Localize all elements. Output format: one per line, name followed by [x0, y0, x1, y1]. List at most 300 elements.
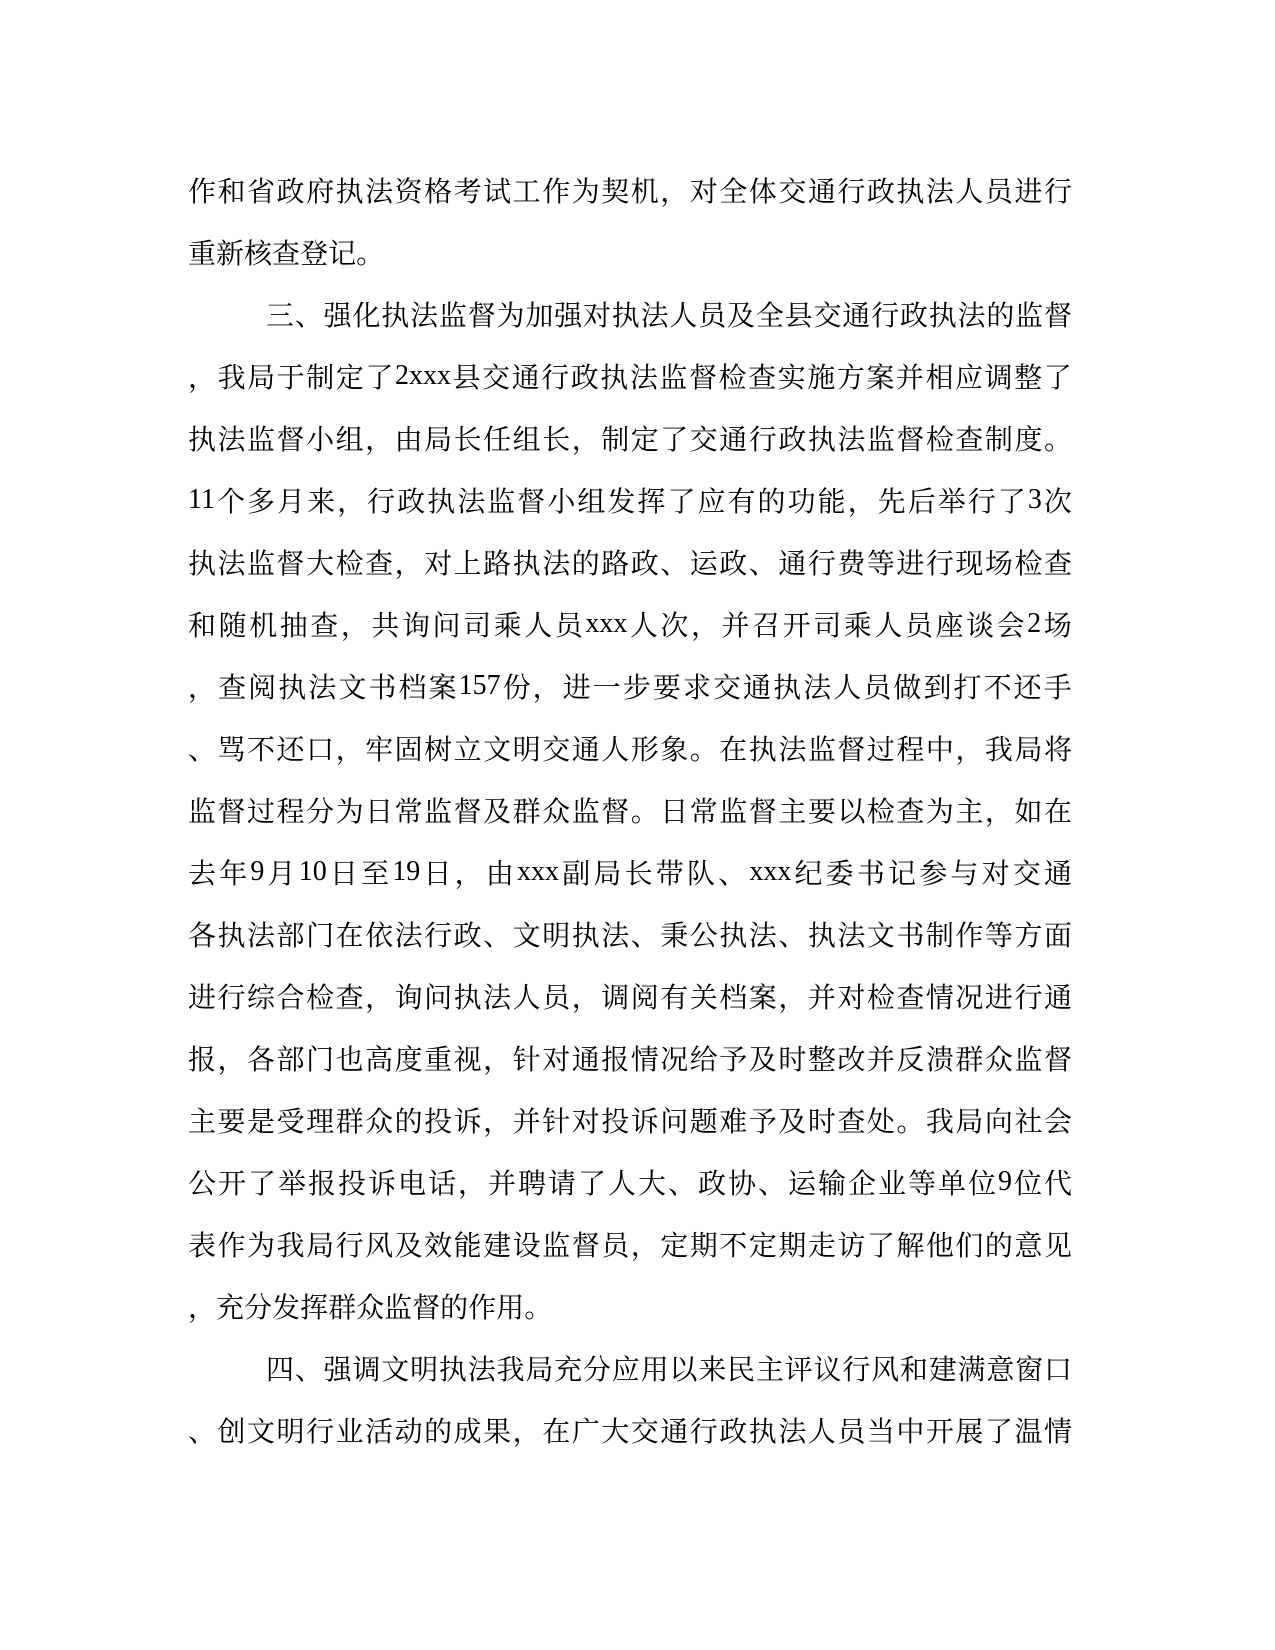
text-token: 查 — [748, 363, 777, 394]
text-token: ， — [188, 363, 217, 394]
text-token: 案 — [866, 363, 895, 394]
text-token: 检 — [866, 983, 895, 1014]
text-token: 法 — [410, 301, 439, 332]
text-token: 访 — [837, 1231, 866, 1262]
text-token: ， — [690, 611, 719, 642]
text-token: 等 — [866, 549, 895, 580]
text-token: 次 — [1043, 487, 1072, 518]
text-token: ， — [340, 611, 369, 642]
text-token: 情 — [925, 983, 954, 1014]
text-token: 为 — [496, 301, 525, 332]
text-token: 求 — [682, 673, 711, 704]
text-token: 监 — [438, 301, 467, 332]
text-token: ， — [365, 983, 394, 1014]
text-token: 副 — [562, 859, 591, 890]
text-token: 机 — [249, 611, 278, 642]
text-token: 报 — [308, 1169, 337, 1200]
text-token: 监 — [424, 797, 453, 828]
text-token: 挥 — [300, 1293, 329, 1324]
text-token: 局 — [247, 363, 276, 394]
text-token: 乘 — [843, 611, 872, 642]
text-token: 由 — [485, 859, 514, 890]
text-token: 现 — [955, 549, 984, 580]
text-token: 和 — [217, 177, 246, 208]
text-token: 进 — [896, 549, 925, 580]
text-token: 及 — [748, 1045, 777, 1076]
text-token: 予 — [748, 1107, 777, 1138]
text-token: 方 — [1014, 921, 1043, 952]
text-token: 大 — [306, 549, 335, 580]
text-token: 、 — [188, 1417, 217, 1448]
text-token: 乘 — [493, 611, 522, 642]
text-token: 对 — [424, 549, 453, 580]
text-token: ， — [458, 1169, 487, 1200]
text-token: 。 — [356, 239, 385, 270]
text-token: 设 — [512, 1231, 541, 1262]
text-token: 查 — [335, 983, 364, 1014]
text-token: 法 — [217, 425, 246, 456]
text-token: 走 — [807, 1231, 836, 1262]
text-token: 时 — [807, 1107, 836, 1138]
text-token: 局 — [424, 425, 453, 456]
text-token: 与 — [950, 859, 979, 890]
text-token: 员 — [984, 177, 1013, 208]
text-token: ， — [984, 797, 1013, 828]
text-token: 针 — [542, 1107, 571, 1138]
text-token: 固 — [394, 735, 423, 766]
text-token: 请 — [548, 1169, 577, 1200]
text-token: 9 — [998, 1166, 1012, 1197]
text-token: 监 — [807, 735, 836, 766]
text-token: 问 — [424, 983, 453, 1014]
text-token: 及 — [394, 1231, 423, 1262]
text-token: 格 — [424, 177, 453, 208]
text-token: 诉 — [368, 1169, 397, 1200]
text-token: 以 — [669, 1355, 698, 1386]
text-token: 省 — [247, 177, 276, 208]
text-token: 人 — [807, 1417, 836, 1448]
text-token: 进 — [984, 983, 1013, 1014]
text-token: 分 — [306, 797, 335, 828]
text-token: 诉 — [630, 1107, 659, 1138]
text-line — [188, 1027, 1072, 1089]
text-token: 员 — [554, 611, 583, 642]
text-token: 共 — [371, 611, 400, 642]
text-token: 监 — [659, 363, 688, 394]
text-token: 象 — [660, 735, 689, 766]
text-token: 长 — [624, 859, 653, 890]
text-token: xxx — [749, 856, 792, 887]
text-line — [188, 593, 1072, 655]
text-token: 县 — [452, 363, 481, 394]
text-token: 制 — [984, 425, 1013, 456]
text-token: 题 — [689, 1107, 718, 1138]
text-token: 投 — [338, 1169, 367, 1200]
text-token: 风 — [365, 1231, 394, 1262]
text-token: 秉 — [660, 921, 689, 952]
text-token: 度 — [394, 1045, 423, 1076]
text-token: 处 — [866, 1107, 895, 1138]
text-token: 会 — [1043, 1107, 1072, 1138]
text-token: 来 — [307, 487, 336, 518]
text-token: 通 — [807, 177, 836, 208]
text-token: 大 — [601, 1417, 630, 1448]
text-token: 、 — [718, 859, 747, 890]
text-token: 督 — [601, 797, 630, 828]
text-token: 。 — [630, 797, 659, 828]
text-token: 考 — [453, 177, 482, 208]
text-token: 日 — [329, 859, 358, 890]
text-token: ， — [955, 735, 984, 766]
text-token: 行 — [925, 549, 954, 580]
text-token: 高 — [365, 1045, 394, 1076]
text-token: 单 — [938, 1169, 967, 1200]
text-token: 由 — [394, 425, 423, 456]
text-token: 督 — [517, 487, 546, 518]
text-token: 督 — [467, 301, 496, 332]
text-token: 行 — [748, 425, 777, 456]
text-line — [188, 841, 1072, 903]
text-token: 通 — [571, 1045, 600, 1076]
text-token: xxx — [517, 856, 560, 887]
text-token: 政 — [698, 1169, 727, 1200]
text-token: 执 — [278, 673, 307, 704]
text-token: 诉 — [453, 1107, 482, 1138]
text-token: 人 — [833, 673, 862, 704]
text-token: 及 — [778, 1107, 807, 1138]
text-token: 路 — [601, 549, 630, 580]
text-token: 还 — [1013, 673, 1042, 704]
text-token: 文 — [381, 1355, 410, 1386]
text-token: 对 — [689, 177, 718, 208]
text-token: 通 — [842, 301, 871, 332]
text-token: 新 — [216, 239, 245, 270]
text-token: 法 — [778, 1417, 807, 1448]
text-token: 形 — [630, 735, 659, 766]
text-token: 对 — [542, 1045, 571, 1076]
text-token: 的 — [571, 549, 600, 580]
text-token: 开 — [782, 611, 811, 642]
text-token: 带 — [655, 859, 684, 890]
text-token: 于 — [276, 363, 305, 394]
text-token: 县 — [784, 301, 813, 332]
text-token: 公 — [188, 1169, 217, 1200]
text-token: 执 — [748, 735, 777, 766]
text-token: 是 — [247, 1107, 276, 1138]
text-token: 召 — [752, 611, 781, 642]
text-token: 视 — [453, 1045, 482, 1076]
text-token: 果 — [483, 1417, 512, 1448]
text-token: 执 — [512, 549, 541, 580]
text-token: 19 — [392, 856, 421, 887]
text-token: 、 — [748, 549, 777, 580]
text-token: 督 — [412, 1293, 441, 1324]
text-token: 众 — [365, 1107, 394, 1138]
text-token: 有 — [727, 487, 756, 518]
text-token: 督 — [896, 425, 925, 456]
text-token: 意 — [986, 1355, 1015, 1386]
text-token: 监 — [487, 487, 516, 518]
text-token: 问 — [660, 1107, 689, 1138]
text-token: 创 — [217, 1417, 246, 1448]
text-token: 纪 — [794, 859, 823, 890]
text-token: 通 — [778, 549, 807, 580]
text-token: 况 — [660, 1045, 689, 1076]
text-token: 员 — [698, 301, 727, 332]
text-line — [188, 1399, 1072, 1461]
text-token: 份 — [502, 673, 531, 704]
text-token: 法 — [837, 425, 866, 456]
text-token: 我 — [276, 1231, 305, 1262]
text-token: 电 — [398, 1169, 427, 1200]
text-token: 向 — [984, 1107, 1013, 1138]
text-token: 理 — [306, 1107, 335, 1138]
text-token: 交 — [542, 735, 571, 766]
text-token: 人 — [874, 611, 903, 642]
text-token: 交 — [482, 363, 511, 394]
text-token: 效 — [424, 1231, 453, 1262]
text-token: 督 — [1043, 1045, 1072, 1076]
text-token: ， — [188, 673, 217, 704]
text-token: 政 — [719, 1417, 748, 1448]
text-token: 监 — [719, 797, 748, 828]
text-token: 进 — [1014, 177, 1043, 208]
text-token: 执 — [773, 673, 802, 704]
text-token: 157 — [458, 670, 501, 701]
text-token: 文 — [247, 1417, 276, 1448]
text-token: 打 — [953, 673, 982, 704]
text-token: 分 — [582, 1355, 611, 1386]
text-token: 常 — [689, 797, 718, 828]
text-token: 民 — [727, 1355, 756, 1386]
text-token: 执 — [928, 301, 957, 332]
text-token: 至 — [361, 859, 390, 890]
text-token: 督 — [276, 425, 305, 456]
text-token: 执 — [600, 363, 629, 394]
text-token: 施 — [807, 363, 836, 394]
text-token: 登 — [300, 239, 329, 270]
text-token: 场 — [984, 549, 1013, 580]
text-token: 、 — [188, 735, 217, 766]
text-token: 主 — [955, 797, 984, 828]
text-token: ， — [335, 735, 364, 766]
text-token: 书 — [896, 921, 925, 952]
text-token: 众 — [356, 1293, 385, 1324]
text-token: 应 — [611, 1355, 640, 1386]
text-token: 法 — [467, 1355, 496, 1386]
text-line — [188, 159, 1072, 221]
text-token: 法 — [601, 921, 630, 952]
text-token: 建 — [928, 1355, 957, 1386]
text-token: 况 — [955, 983, 984, 1014]
text-token: 会 — [996, 611, 1025, 642]
text-token: 三 — [266, 301, 295, 332]
text-line — [188, 407, 1072, 469]
text-token: 要 — [217, 1107, 246, 1138]
text-token: ， — [512, 1417, 541, 1448]
text-token: 主 — [188, 1107, 217, 1138]
text-token: 法 — [247, 921, 276, 952]
text-token: 监 — [542, 1231, 571, 1262]
text-token: 聘 — [518, 1169, 547, 1200]
text-line — [188, 345, 1072, 407]
text-token: 执 — [381, 301, 410, 332]
text-token: 、 — [660, 549, 689, 580]
text-token: ， — [532, 673, 561, 704]
text-token: ， — [483, 1045, 512, 1076]
text-token: 体 — [748, 177, 777, 208]
text-token: 记 — [888, 859, 917, 890]
text-token: 行 — [689, 1417, 718, 1448]
text-token: 程 — [896, 735, 925, 766]
text-token: 建 — [483, 1231, 512, 1262]
text-token: 执 — [719, 921, 748, 952]
text-token: 。 — [524, 1293, 553, 1324]
text-token: 解 — [896, 1231, 925, 1262]
text-token: ， — [571, 425, 600, 456]
text-token: 记 — [328, 239, 357, 270]
text-line — [188, 965, 1072, 1027]
text-token: 通 — [719, 425, 748, 456]
text-token: 交 — [689, 425, 718, 456]
text-token: 去 — [188, 859, 217, 890]
text-token: 综 — [247, 983, 276, 1014]
text-token: 局 — [306, 1231, 335, 1262]
text-token: 局 — [1014, 735, 1043, 766]
text-token: ， — [483, 1107, 512, 1138]
text-token: 常 — [394, 797, 423, 828]
text-token: 开 — [925, 1417, 954, 1448]
text-token: 明 — [512, 735, 541, 766]
text-token: 代 — [1043, 1169, 1072, 1200]
text-token: 温 — [1014, 1417, 1043, 1448]
text-token: 要 — [807, 797, 836, 828]
text-token: 实 — [777, 363, 806, 394]
text-token: 日 — [365, 797, 394, 828]
text-token: 了 — [660, 425, 689, 456]
text-token: 明 — [410, 1355, 439, 1386]
text-token: 法 — [803, 673, 832, 704]
text-line — [188, 717, 1072, 779]
text-token: 为 — [335, 797, 364, 828]
text-token: 行 — [967, 487, 996, 518]
text-token: 调 — [601, 983, 630, 1014]
text-token: 通 — [511, 363, 540, 394]
text-token: 查 — [955, 425, 984, 456]
text-token: ， — [454, 859, 483, 890]
text-token: 全 — [719, 177, 748, 208]
text-token: 督 — [453, 797, 482, 828]
text-token: 通 — [1043, 983, 1072, 1014]
text-token: 强 — [554, 301, 583, 332]
text-token: 协 — [728, 1169, 757, 1200]
text-token: 、 — [294, 1355, 323, 1386]
text-token: 评 — [784, 1355, 813, 1386]
text-token: 10 — [298, 856, 327, 887]
text-token: 行 — [306, 1417, 335, 1448]
text-token: 相 — [925, 363, 954, 394]
text-token: 了 — [667, 487, 696, 518]
text-token: 政 — [570, 363, 599, 394]
text-token: 化 — [352, 301, 381, 332]
text-token: 众 — [542, 797, 571, 828]
text-token: 们 — [955, 1231, 984, 1262]
text-token: 整 — [807, 1045, 836, 1076]
text-token: 监 — [1014, 1045, 1043, 1076]
text-token: 活 — [365, 1417, 394, 1448]
text-token: 执 — [571, 921, 600, 952]
text-token: 政 — [453, 921, 482, 952]
text-token: 执 — [217, 921, 246, 952]
text-token: ， — [660, 177, 689, 208]
text-token: 查 — [310, 611, 339, 642]
text-token: 监 — [384, 1293, 413, 1324]
text-token: 工 — [512, 177, 541, 208]
text-token: 风 — [871, 1355, 900, 1386]
text-token: 监 — [866, 425, 895, 456]
text-token: 员 — [601, 1231, 630, 1262]
text-token: 人 — [601, 735, 630, 766]
text-token: 检 — [866, 797, 895, 828]
text-token: 的 — [440, 1293, 469, 1324]
text-token: 社 — [1014, 1107, 1043, 1138]
text-token: 资 — [394, 177, 423, 208]
text-token: 法 — [837, 921, 866, 952]
text-token: 法 — [778, 735, 807, 766]
text-token: 委 — [825, 859, 854, 890]
text-token: 为 — [571, 177, 600, 208]
text-token: 行 — [335, 1231, 364, 1262]
text-token: 小 — [306, 425, 335, 456]
text-token: 在 — [542, 1417, 571, 1448]
text-token: xxx — [585, 608, 628, 639]
text-token: 交 — [1012, 859, 1041, 890]
text-token: 发 — [272, 1293, 301, 1324]
text-token: 能 — [817, 487, 846, 518]
text-token: 任 — [483, 425, 512, 456]
text-token: 定 — [748, 1231, 777, 1262]
text-token: 执 — [748, 1417, 777, 1448]
text-token: 到 — [923, 673, 952, 704]
text-token: 行 — [367, 487, 396, 518]
text-token: 群 — [955, 1045, 984, 1076]
text-line — [188, 1089, 1072, 1151]
text-token: 督 — [217, 797, 246, 828]
text-token: 法 — [457, 487, 486, 518]
text-token: 试 — [483, 177, 512, 208]
text-line — [188, 1275, 1072, 1337]
text-token: 法 — [748, 921, 777, 952]
text-token: 面 — [1043, 921, 1072, 952]
text-token: 见 — [1043, 1231, 1072, 1262]
text-token: 广 — [571, 1417, 600, 1448]
text-token: 并 — [721, 611, 750, 642]
text-token: 政 — [276, 177, 305, 208]
text-token: 年 — [219, 859, 248, 890]
text-token: 后 — [907, 487, 936, 518]
text-token: 作 — [217, 1231, 246, 1262]
text-token: 月 — [277, 487, 306, 518]
text-token: 的 — [394, 1107, 423, 1138]
text-token: 度 — [1014, 425, 1043, 456]
text-token: 予 — [719, 1045, 748, 1076]
text-token: 档 — [719, 983, 748, 1014]
text-token: 人 — [524, 611, 553, 642]
text-token: 开 — [218, 1169, 247, 1200]
text-line — [188, 903, 1072, 965]
text-token: 进 — [188, 983, 217, 1014]
text-token: 主 — [778, 797, 807, 828]
